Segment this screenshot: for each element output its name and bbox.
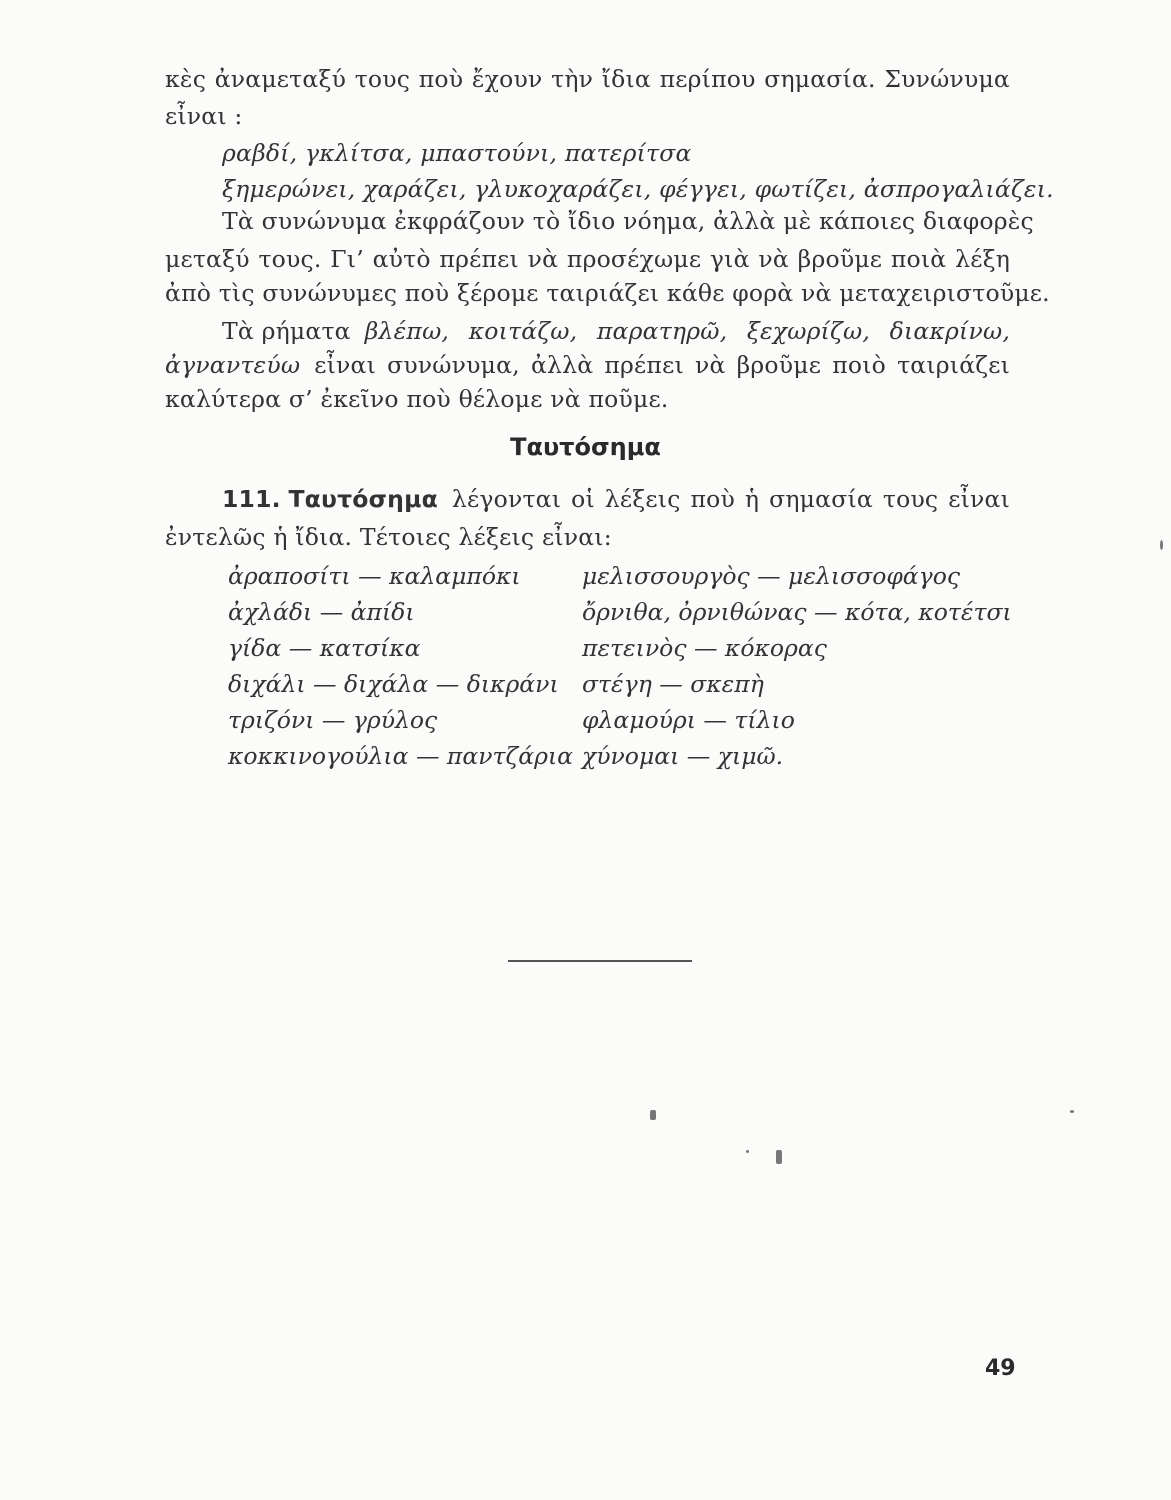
scan-speck: [746, 1150, 749, 1153]
defined-term: Ταυτόσημα: [288, 485, 438, 513]
synonym-example-1: ραβδί, γκλίτσα, μπαστούνι, πατερίτσα: [222, 139, 692, 167]
separator-rule: [508, 960, 692, 962]
scan-speck: [1160, 540, 1163, 550]
synonym-right-4: στέγη — σκεπὴ: [582, 670, 764, 698]
paragraph-2-line-1-text: Τὰ συνώνυμα ἐκφράζουν τὸ ἴδιο νόημα, ἀλλὰ μὲ κάποιες διαφορὲς: [222, 207, 1034, 235]
paragraph-2-line-2-text: μεταξύ τους. Γι’ αὐτὸ πρέπει νὰ προσέχωμε γιὰ νὰ βροῦμε ποιὰ λέξη: [165, 245, 1010, 273]
synonym-example-2: ξημερώνει, χαράζει, γλυκοχαράζει, φέγγει, φωτίζει, ἀσπρογαλιάζει.: [222, 175, 1054, 203]
paragraph-3-line-1-verbs: βλέπω, κοιτάζω, παρατηρῶ, ξεχωρίζω, διακρίνω,: [364, 317, 1010, 345]
synonym-left-6: κοκκινογούλια — παντζάρια: [228, 742, 574, 770]
paragraph-3-line-2-verb: ἀγναντεύω: [165, 351, 301, 379]
intro-line-1: [165, 64, 1010, 94]
synonym-left-5: τριζόνι — γρύλος: [228, 706, 438, 734]
paragraph-2-line-3: [165, 278, 1050, 308]
synonym-left-1: ἀραποσίτι — καλαμπόκι: [228, 562, 521, 590]
synonym-right-2: ὄρνιθα, ὀρνιθώνας — κότα, κοτέτσι: [582, 598, 1012, 626]
synonym-left-4: διχάλι — διχάλα — δικράνι: [228, 670, 559, 698]
synonym-right-6: χύνομαι — χιμῶ.: [582, 742, 784, 770]
synonym-right-5: φλαμούρι — τίλιο: [582, 706, 795, 734]
synonym-left-3: γίδα — κατσίκα: [228, 634, 421, 662]
paragraph-2-line-1: [222, 206, 1034, 236]
paragraph-number: 111.: [222, 485, 281, 513]
definition-line-1: [222, 484, 1010, 514]
paragraph-3-line-2-rest: εἶναι συνώνυμα, ἀλλὰ πρέπει νὰ βροῦμε ποιὸ ταιριάζει: [314, 351, 1010, 379]
definition-text: λέγονται οἱ λέξεις ποὺ ἡ σημασία τους εἶναι: [451, 485, 1010, 513]
synonym-left-2: ἀχλάδι — ἀπίδι: [228, 598, 415, 626]
scan-speck: [776, 1150, 782, 1164]
synonym-right-1: μελισσουργὸς — μελισσοφάγος: [582, 562, 961, 590]
definition-line-2: ἐντελῶς ἡ ἴδια. Τέτοιες λέξεις εἶναι:: [165, 523, 612, 551]
definition-lead: [222, 484, 438, 514]
paragraph-2-line-2: [165, 244, 1010, 274]
intro-line-2: εἶναι :: [165, 102, 243, 130]
scan-speck: [650, 1110, 656, 1120]
paragraph-3-line-1: [222, 316, 1010, 346]
section-heading: Ταυτόσημα: [510, 433, 661, 461]
scan-speck: [1070, 1110, 1074, 1113]
paragraph-3-line-3: καλύτερα σ’ ἐκεῖνο ποὺ θέλομε νὰ ποῦμε.: [165, 385, 669, 413]
paragraph-3-line-1-lead: Τὰ ρήματα: [222, 317, 351, 345]
synonym-right-3: πετεινὸς — κόκορας: [582, 634, 827, 662]
page-number: 49: [985, 1356, 1016, 1381]
paragraph-3-line-2: [165, 350, 1010, 380]
paragraph-2-line-3-text: ἀπὸ τὶς συνώνυμες ποὺ ξέρομε ταιριάζει κάθε φορὰ νὰ μεταχειριστοῦμε.: [165, 279, 1050, 307]
intro-line-1-text: κὲς ἀναμεταξύ τους ποὺ ἔχουν τὴν ἴδια περίπου σημασία. Συνώνυμα: [165, 65, 1010, 93]
